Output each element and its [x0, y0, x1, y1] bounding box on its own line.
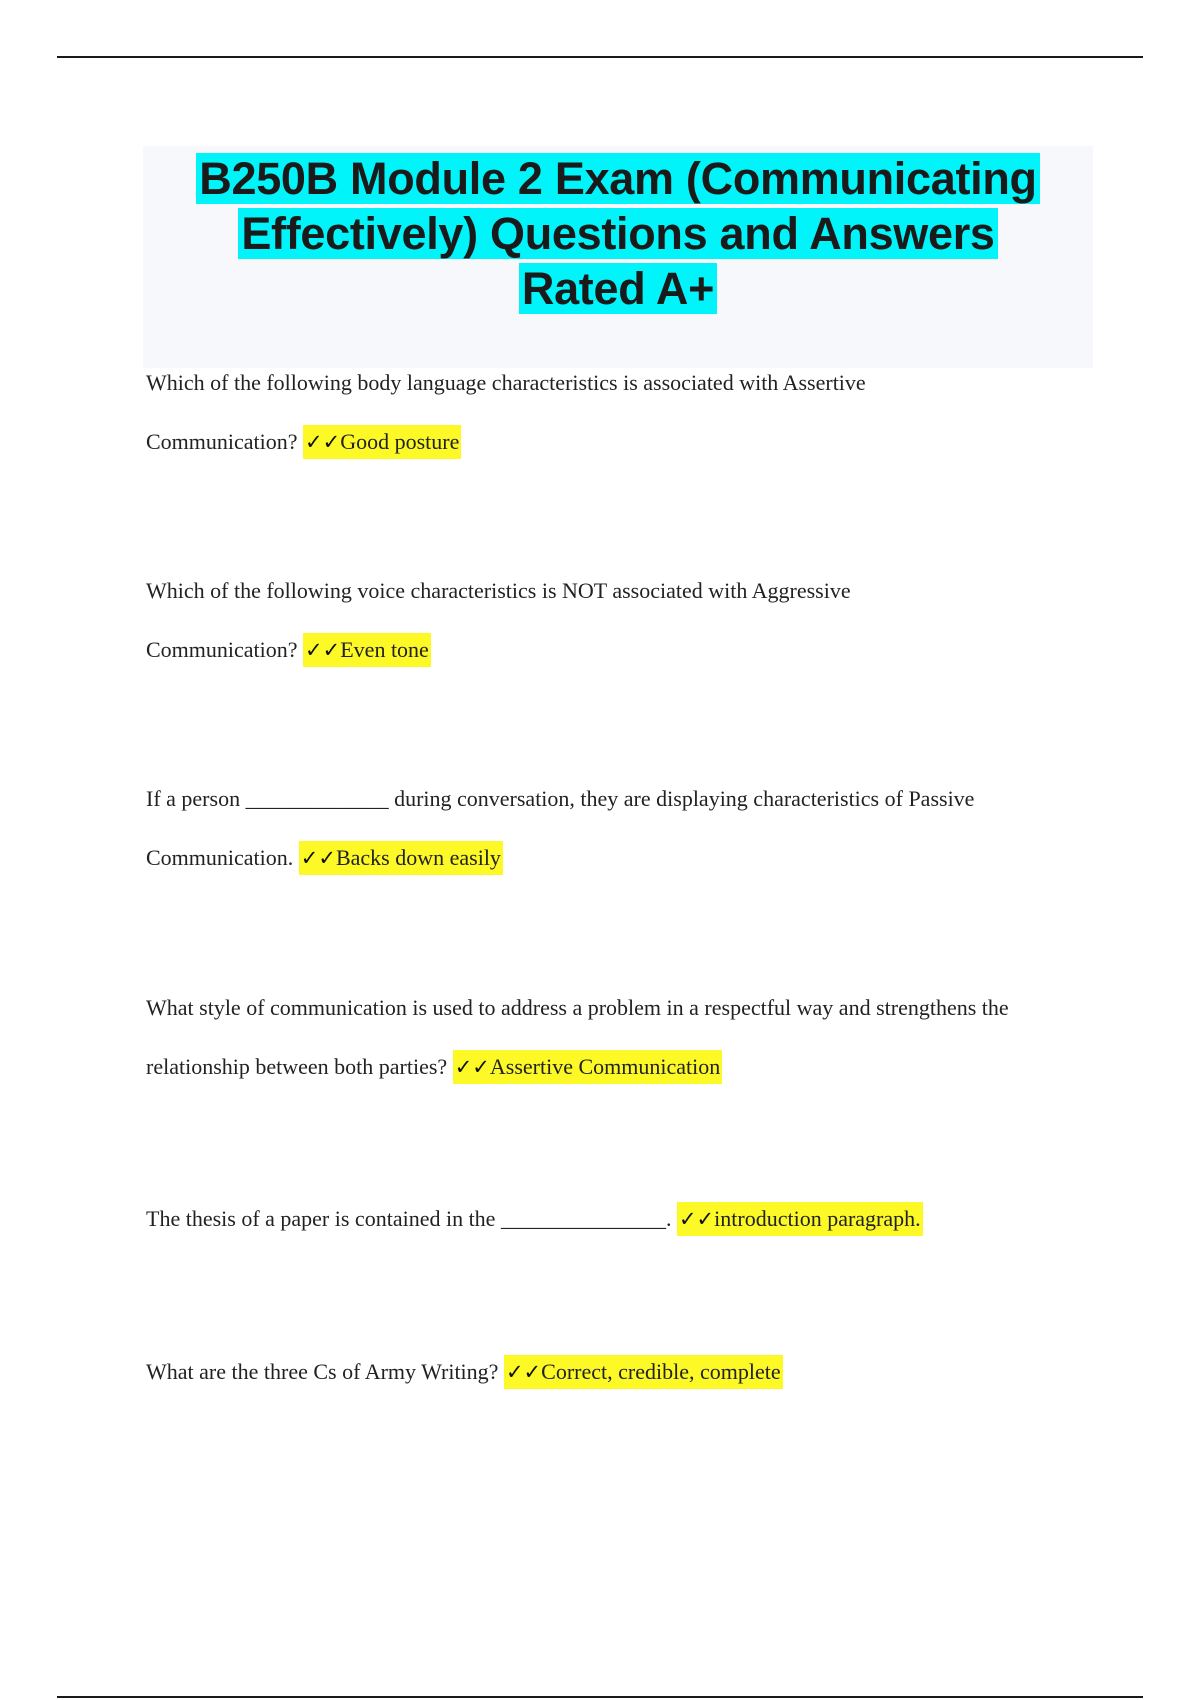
question-text: The thesis of a paper is contained in the _______________.: [146, 1206, 672, 1231]
answer-highlight: [303, 425, 461, 459]
title-box: [143, 146, 1093, 368]
question-text: If a person _____________ during conversation, they are displaying characteristics of Passive Communication.: [146, 786, 975, 870]
answer-highlight: [677, 1202, 923, 1236]
qa-item-5: [146, 1189, 1096, 1249]
question-text: Which of the following body language characteristics is associated with Assertive Communication?: [146, 370, 866, 454]
question-text: What style of communication is used to address a problem in a respectful way and strengthens the relationship between both parties?: [146, 995, 1009, 1079]
double-check-icon: ✓✓: [678, 1207, 715, 1231]
double-check-icon: ✓✓: [305, 638, 341, 662]
answer-text: Backs down easily: [335, 845, 501, 870]
answer-text: Assertive Communication: [489, 1054, 721, 1079]
title-line-3: Rated A+: [519, 263, 717, 314]
question-text: Which of the following voice characteristics is NOT associated with Aggressive Communication?: [146, 578, 851, 662]
double-check-icon: ✓✓: [305, 430, 341, 454]
qa-item-6: [146, 1342, 1096, 1402]
answer-highlight: [453, 1050, 723, 1084]
double-check-icon: ✓✓: [505, 1360, 542, 1384]
question-text: What are the three Cs of Army Writing?: [146, 1359, 499, 1384]
double-check-icon: ✓✓: [300, 846, 336, 870]
answer-text: introduction paragraph.: [714, 1206, 921, 1231]
title-line-2: Effectively) Questions and Answers: [238, 208, 997, 259]
answer-highlight: [504, 1355, 783, 1389]
qa-item-3: [146, 769, 1096, 888]
footer-rule: [57, 1696, 1143, 1698]
qa-item-1: [146, 353, 946, 472]
answer-text: Correct, credible, complete: [541, 1359, 781, 1384]
answer-highlight: [299, 841, 503, 875]
qa-item-4: [146, 978, 1096, 1097]
title-line-1: B250B Module 2 Exam (Communicating: [196, 153, 1039, 204]
double-check-icon: ✓✓: [454, 1055, 490, 1079]
answer-highlight: [303, 633, 431, 667]
header-rule: [57, 56, 1143, 58]
answer-text: Even tone: [340, 637, 429, 662]
answer-text: Good posture: [340, 429, 460, 454]
document-title: [143, 151, 1093, 316]
qa-item-2: [146, 561, 926, 680]
